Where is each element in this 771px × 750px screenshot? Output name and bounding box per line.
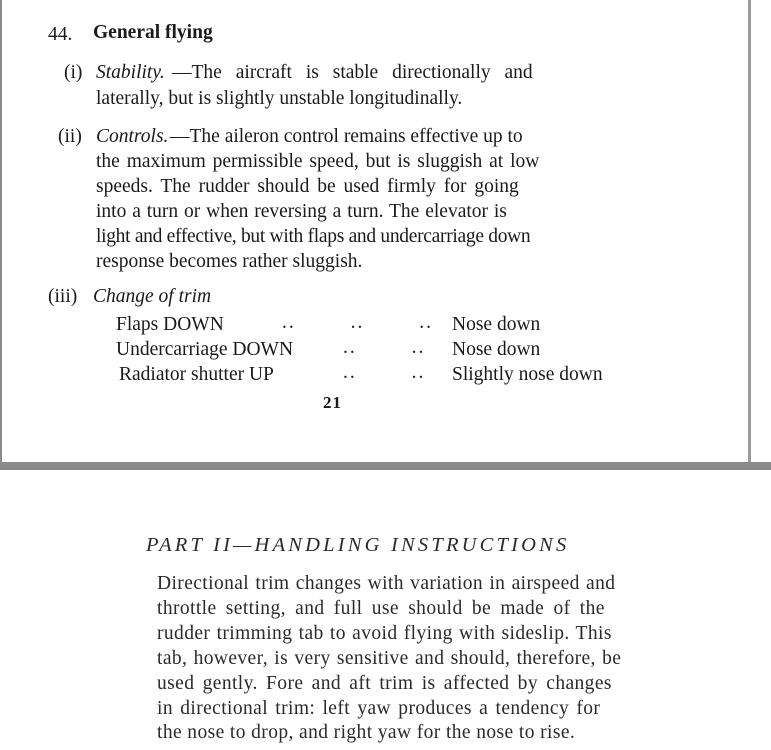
item-text-line: into a turn or when reversing a turn. The elevator is	[96, 201, 507, 222]
item-text-line: laterally, but is slightly unstable longitudinally.	[96, 88, 463, 109]
item-label: (iii)	[48, 286, 78, 307]
item-label: (i)	[64, 62, 83, 83]
trim-condition: Undercarriage DOWN	[116, 339, 294, 360]
item-text-line: response becomes rather sluggish.	[96, 251, 363, 272]
trim-effect: Slightly nose down	[452, 364, 603, 385]
trim-row	[116, 314, 224, 336]
paragraph-line: throttle setting, and full use should be made of the	[157, 598, 605, 619]
paragraph-line: rudder trimming tab to avoid flying with sideslip. This	[157, 623, 612, 644]
item-title: Stability.	[96, 62, 165, 83]
paragraph-line: Directional trim changes with variation in airspeed and	[157, 573, 616, 594]
paragraph-line: used gently. Fore and aft trim is affected by changes	[157, 673, 612, 694]
item-label: (ii)	[58, 126, 82, 147]
trim-condition: Flaps DOWN	[116, 314, 224, 335]
trim-effect: Nose down	[452, 314, 541, 335]
trim-row	[119, 364, 274, 386]
item-text-line: —The aircraft is stable directionally and	[172, 62, 533, 83]
item-text-line: the maximum permissible speed, but is sluggish at low	[96, 151, 540, 172]
paragraph-line: tab, however, is very sensitive and should, therefore, be	[157, 648, 622, 669]
page-margin-right	[751, 0, 771, 470]
item-title: Change of trim	[93, 286, 212, 307]
item-text-line: light and effective, but with flaps and undercarriage down	[96, 226, 531, 247]
paragraph-line: in directional trim: left yaw produces a tendency for	[157, 698, 601, 719]
item-title: Controls.	[96, 126, 169, 147]
page-frame-bottom	[0, 462, 771, 470]
page-number: 21	[323, 393, 342, 412]
item-text-line: speeds. The rudder should be used firmly for going	[96, 176, 519, 197]
item-text-line: —The aileron control remains effective up to	[170, 126, 523, 147]
paragraph-line: the nose to drop, and right yaw for the nose to rise.	[157, 722, 576, 743]
section-number: 44.	[48, 24, 73, 45]
trim-condition: Radiator shutter UP	[119, 364, 274, 385]
trim-leader-dots: .. .. ..	[282, 312, 433, 333]
section-title: General flying	[93, 22, 213, 43]
trim-leader-dots: .. ..	[343, 362, 426, 383]
trim-effect: Nose down	[452, 339, 541, 360]
part-heading: PART II—HANDLING INSTRUCTIONS	[146, 534, 570, 556]
page-frame-left	[0, 0, 2, 470]
trim-row	[116, 339, 293, 361]
trim-leader-dots: .. ..	[343, 337, 426, 358]
